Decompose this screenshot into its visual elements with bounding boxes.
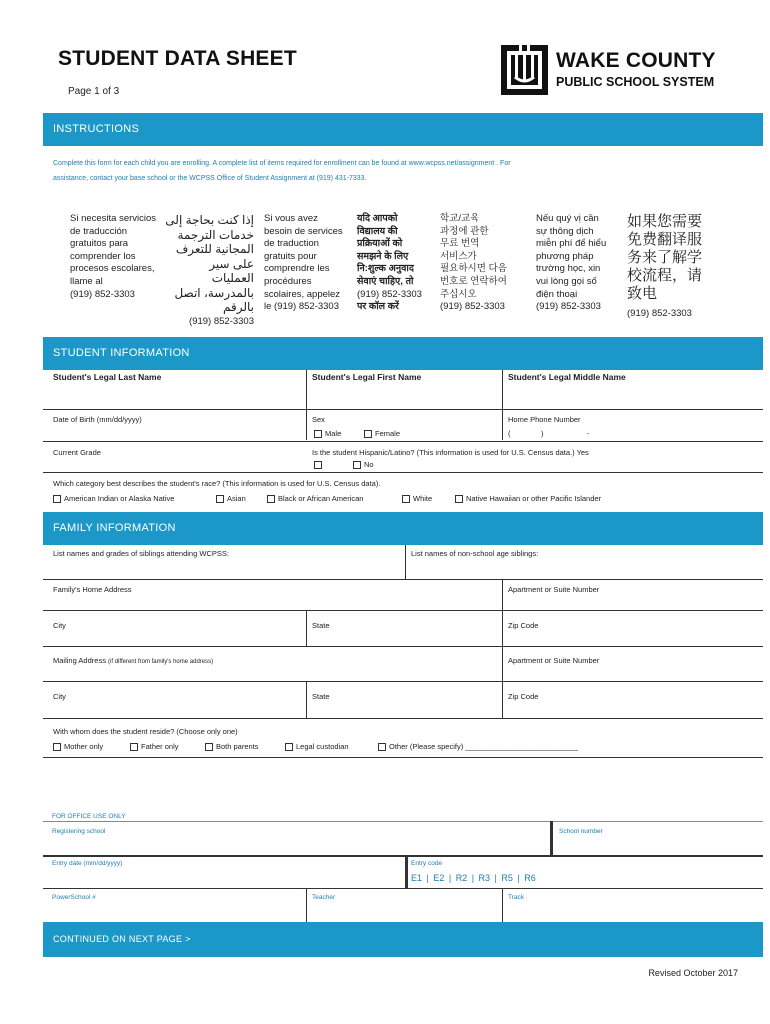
race-option-asian[interactable] <box>216 494 246 503</box>
siblings-wcpss-label: List names and grades of siblings attending WCPSS: <box>53 549 229 558</box>
vietnamese-line: Nếu quý vị cần <box>536 213 599 224</box>
no-checkbox[interactable] <box>353 461 361 469</box>
home-address-label: Family's Home Address <box>53 585 132 594</box>
yes-checkbox[interactable] <box>314 461 322 469</box>
korean-line: 무료 번역 <box>440 238 480 250</box>
hispanic-yes-checkbox[interactable] <box>314 460 325 469</box>
sex-male-option[interactable] <box>314 429 341 438</box>
arabic-line: إذا كنت بحاجة إلى <box>165 213 254 227</box>
vietnamese-line: vui lòng gọi số <box>536 275 597 287</box>
divider <box>306 370 307 440</box>
french-line: besoin de services <box>264 225 343 237</box>
spanish-line: Si necesita servicios <box>70 213 157 224</box>
french-line: comprendre les <box>264 263 330 275</box>
document-title: STUDENT DATA SHEET <box>58 47 297 70</box>
reside-label: Other (Please specify) ___________________________ <box>389 742 578 751</box>
siblings-non-school-label: List names of non-school age siblings: <box>411 549 539 558</box>
race-label: American Indian or Alaska Native <box>64 494 175 503</box>
divider <box>43 821 763 822</box>
race-checkbox[interactable] <box>267 495 275 503</box>
hindi-phone: (919) 852-3303 <box>357 288 422 300</box>
korean-line: 필요하시면 다음 <box>440 263 507 275</box>
divider <box>43 579 763 580</box>
race-option-black[interactable] <box>267 494 363 503</box>
zip-label-2: Zip Code <box>508 692 539 701</box>
divider <box>502 889 503 922</box>
arabic-line: بالرقم <box>223 300 254 314</box>
race-option-white[interactable] <box>402 494 432 503</box>
current-grade-label: Current Grade <box>53 448 101 457</box>
divider <box>43 855 763 857</box>
last-name-label: Student's Legal Last Name <box>53 372 162 382</box>
reside-label: Father only <box>141 742 179 751</box>
vietnamese-line: (919) 852-3303 <box>536 301 601 313</box>
mailing-address-text: Mailing Address <box>53 656 106 665</box>
french-line: Si vous avez <box>264 213 318 224</box>
no-label: No <box>364 460 374 469</box>
hispanic-question: Is the student Hispanic/Latino? (This information is used for U.S. Census data.) Yes <box>312 448 589 457</box>
race-label: White <box>413 494 433 503</box>
translation-chinese <box>627 213 717 323</box>
female-checkbox[interactable] <box>364 430 372 438</box>
office-use-heading: FOR OFFICE USE ONLY <box>52 813 126 820</box>
reside-both-parents[interactable] <box>205 742 259 751</box>
korean-line: (919) 852-3303 <box>440 301 505 313</box>
vietnamese-line: miễn phí để hiểu <box>536 238 607 250</box>
student-info-heading: STUDENT INFORMATION <box>43 337 763 370</box>
divider <box>306 682 307 718</box>
korean-line: 학교/교육 <box>440 213 480 224</box>
race-label: Native Hawaiian or other Pacific Islander <box>466 494 602 503</box>
instructions-line1: Complete this form for each child you are enrolling. A complete list of items required for enrollment can be found at www.wcpss.net/assignment . For <box>53 160 511 167</box>
mailing-address-note: (if different from family's home address) <box>108 659 214 665</box>
vietnamese-line: sự thông dịch <box>536 225 594 237</box>
wcpss-logo <box>501 45 723 97</box>
phone-open-paren: ( <box>508 429 511 438</box>
french-line: procédures <box>264 275 312 287</box>
divider <box>502 682 503 718</box>
reside-legal-custodian[interactable] <box>285 742 349 751</box>
vietnamese-line: điện thoại <box>536 288 578 300</box>
reside-checkbox[interactable] <box>378 743 386 751</box>
male-checkbox[interactable] <box>314 430 322 438</box>
teacher-label: Teacher <box>312 894 336 901</box>
arabic-phone: (919) 852-3303 <box>189 315 254 327</box>
reside-checkbox[interactable] <box>205 743 213 751</box>
school-number-label: School number <box>559 828 603 835</box>
race-label: Asian <box>227 494 246 503</box>
chinese-line: 致电 <box>627 285 658 302</box>
state-label-2: State <box>312 692 330 701</box>
race-checkbox[interactable] <box>455 495 463 503</box>
korean-line: 서비스가 <box>440 250 477 262</box>
entry-codes: E1 | E2 | R2 | R3 | R5 | R6 <box>411 873 536 883</box>
race-label: Black or African American <box>278 494 364 503</box>
race-question: Which category best describes the student's race? (This information is used for U.S. Census data). <box>53 479 381 488</box>
french-line: de traduction <box>264 238 319 250</box>
divider <box>502 611 503 647</box>
dob-label: Date of Birth (mm/dd/yyyy) <box>53 415 142 424</box>
powerschool-label: PowerSchool # <box>52 894 96 901</box>
race-checkbox[interactable] <box>53 495 61 503</box>
apartment-label-1: Apartment or Suite Number <box>508 585 600 594</box>
hindi-line: विद्यालय की <box>357 225 398 237</box>
divider <box>43 472 763 473</box>
phone-close-paren: ) <box>541 429 544 438</box>
race-option-pacific-islander[interactable] <box>455 494 601 503</box>
registering-school-label: Registering school <box>52 828 106 835</box>
hindi-line: नि:शुल्क अनुवाद <box>357 263 414 275</box>
spanish-line: de traducción <box>70 225 128 237</box>
divider <box>306 611 307 647</box>
home-phone-label: Home Phone Number <box>508 415 581 424</box>
translation-vietnamese <box>536 213 621 314</box>
vietnamese-line: trường học, xin <box>536 263 601 275</box>
chinese-line: 免费翻译服 <box>627 231 703 248</box>
reside-checkbox[interactable] <box>53 743 61 751</box>
divider <box>43 888 763 889</box>
reside-label: Legal custodian <box>296 742 349 751</box>
state-label-1: State <box>312 621 330 630</box>
hispanic-no-option[interactable] <box>353 460 374 469</box>
first-name-label: Student's Legal First Name <box>312 372 422 382</box>
divider <box>405 545 406 579</box>
vietnamese-line: phương pháp <box>536 250 594 262</box>
arabic-line: بالمدرسة، اتصل <box>174 285 254 300</box>
divider <box>306 889 307 922</box>
continued-next-page: CONTINUED ON NEXT PAGE > <box>43 922 763 957</box>
divider <box>502 647 503 681</box>
sex-female-option[interactable] <box>364 429 400 438</box>
entry-code-label: Entry code <box>411 860 443 867</box>
spanish-line: (919) 852-3303 <box>70 288 135 300</box>
spanish-line: procesos escolares, <box>70 263 155 275</box>
korean-line: 주십시오 <box>440 288 477 300</box>
hindi-line: यदि आपको <box>357 213 398 224</box>
french-line: scolaires, appelez <box>264 288 341 300</box>
mailing-address-label <box>53 656 213 665</box>
divider <box>43 757 763 758</box>
reside-other[interactable] <box>378 742 578 751</box>
divider <box>43 681 763 682</box>
reside-label: Both parents <box>216 742 259 751</box>
french-line: le (919) 852-3303 <box>264 301 339 313</box>
divider <box>43 718 763 719</box>
race-checkbox[interactable] <box>402 495 410 503</box>
translation-arabic <box>164 213 254 329</box>
reside-checkbox[interactable] <box>130 743 138 751</box>
chinese-line: 务来了解学 <box>627 249 703 266</box>
french-line: gratuits pour <box>264 250 317 262</box>
divider <box>550 821 553 857</box>
phone-dash: - <box>587 429 590 438</box>
sex-label: Sex <box>312 415 325 424</box>
divider <box>502 580 503 610</box>
divider <box>502 370 503 440</box>
logo-text-line1: WAKE COUNTY <box>556 49 716 72</box>
race-option-american-indian[interactable] <box>53 494 174 503</box>
entry-date-label: Entry date (mm/dd/yyyy) <box>52 860 123 867</box>
instructions-line2: assistance, contact your base school or the WCPSS Office of Student Assignment at (919) 431-7333. <box>53 175 367 182</box>
hindi-line: सेवाएं चाहिए, तो <box>357 275 414 287</box>
track-label: Track <box>508 894 525 901</box>
translation-french <box>264 213 349 314</box>
female-label: Female <box>375 429 401 438</box>
logo-mark-icon <box>501 45 548 95</box>
family-info-heading: FAMILY INFORMATION <box>43 512 763 545</box>
hindi-line: पर कॉल करें <box>357 301 399 313</box>
chinese-phone: (919) 852-3303 <box>627 308 692 319</box>
divider <box>43 646 763 647</box>
korean-line: 번호로 연락하여 <box>440 275 507 287</box>
instructions-text <box>53 156 733 186</box>
reside-checkbox[interactable] <box>285 743 293 751</box>
arabic-line: خدمات الترجمة <box>177 227 254 242</box>
city-label-1: City <box>53 621 66 630</box>
logo-text-line2: PUBLIC SCHOOL SYSTEM <box>556 75 715 89</box>
race-checkbox[interactable] <box>216 495 224 503</box>
hindi-line: प्रक्रियाओं को <box>357 238 403 250</box>
divider <box>43 409 763 410</box>
page-indicator: Page 1 of 3 <box>68 86 120 97</box>
divider <box>43 441 763 442</box>
reside-question: With whom does the student reside? (Choose only one) <box>53 727 238 736</box>
translation-spanish <box>70 213 165 301</box>
chinese-line: 校流程，请 <box>627 267 703 284</box>
arabic-line: المجانية للتعرف <box>175 242 254 256</box>
revised-date: Revised October 2017 <box>648 968 738 978</box>
apartment-label-2: Apartment or Suite Number <box>508 656 600 665</box>
spanish-line: llame al <box>70 275 103 287</box>
spanish-line: gratuitos para <box>70 238 129 250</box>
male-label: Male <box>325 429 342 438</box>
arabic-line: على سير العمليات <box>209 256 254 285</box>
divider <box>405 857 408 889</box>
zip-label-1: Zip Code <box>508 621 539 630</box>
spanish-line: comprender los <box>70 250 136 262</box>
reside-mother-only[interactable] <box>53 742 103 751</box>
middle-name-label: Student's Legal Middle Name <box>508 372 626 382</box>
reside-label: Mother only <box>64 742 104 751</box>
hindi-line: समझने के लिए <box>357 250 409 262</box>
translation-korean <box>440 213 530 314</box>
translation-hindi <box>357 213 435 314</box>
city-label-2: City <box>53 692 66 701</box>
chinese-line: 如果您需要 <box>627 213 703 230</box>
reside-father-only[interactable] <box>130 742 179 751</box>
divider <box>43 610 763 611</box>
instructions-heading: INSTRUCTIONS <box>43 113 763 146</box>
korean-line: 과정에 관한 <box>440 225 489 237</box>
